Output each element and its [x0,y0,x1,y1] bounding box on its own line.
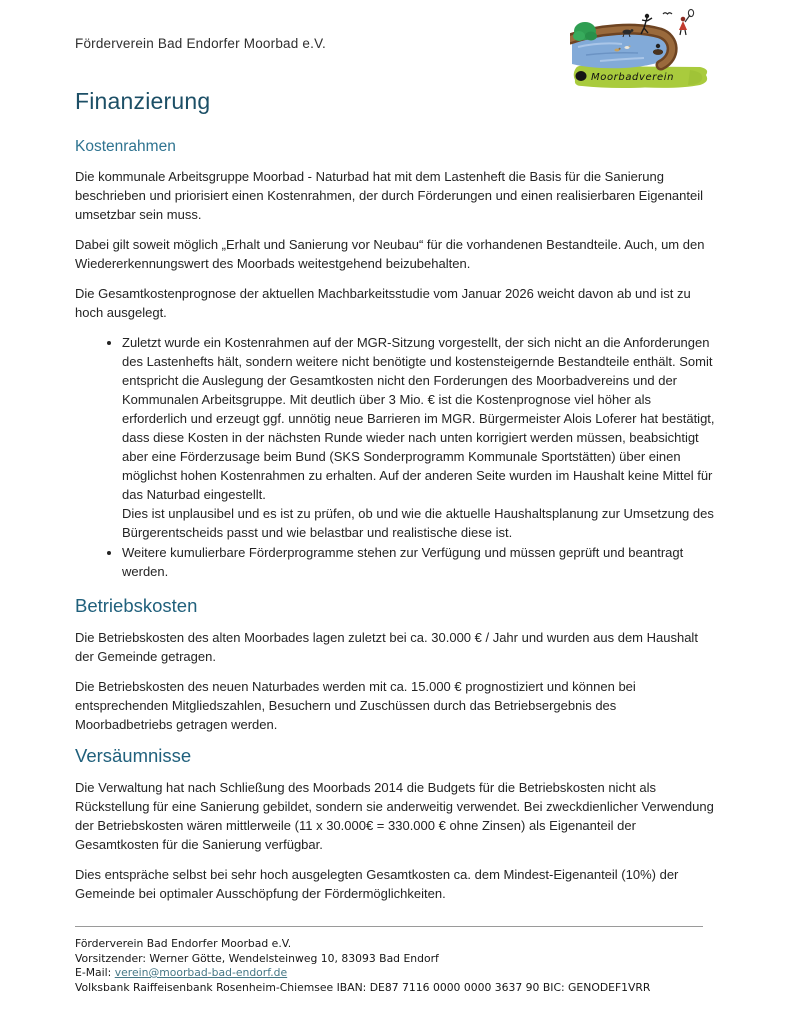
bird-shape [663,13,672,14]
list-item-text: • Weitere kumulierbare Förderprogramme stehen zur Verfügung und müssen geprüft und beantragt werden. [122,545,684,579]
org-name: Förderverein Bad Endorfer Moorbad e.V. [75,36,326,51]
paragraph: Die kommunale Arbeitsgruppe Moorbad - Naturbad hat mit dem Lastenheft die Basis für die Sanierung beschrieben und priorisiert einen Kostenrahmen, der durch Förderungen und einen realisierbaren Eigenanteil umsetzbar sein muss. [75,169,704,222]
footer-bank-details: Volksbank Raiffeisenbank Rosenheim-Chiemsee IBAN: DE87 7116 0000 0000 3637 90 BIC: GENODEF1VRR [75,980,651,994]
page-title: Finanzierung [75,88,211,114]
document-content [75,88,716,914]
heading-versaeumnisse: Versäumnisse [75,745,192,766]
paragraph: Die Betriebskosten des alten Moorbades lagen zuletzt bei ca. 30.000 € / Jahr und wurden aus dem Haushalt der Gemeinde getragen. [75,630,698,664]
footer-email-row [75,966,715,981]
footer-chairman: Vorsitzender: Werner Götte, Wendelsteinweg 10, 83093 Bad Endorf [75,951,439,965]
footer-separator [75,926,703,927]
paragraph: Dies entspräche selbst bei sehr hoch ausgelegten Gesamtkosten ca. dem Mindest-Eigenanteil (10%) der Gemeinde bei optimaler Ausschöpfung der Fördermöglichkeiten. [75,867,679,901]
list-item-continuation: Dies ist unplausibel und es ist zu prüfen, ob und wie die aktuelle Haushaltsplanung zur Umsetzung des Bürgerentscheids passt und wie belastbar und realistische diese ist. [122,506,714,540]
bush-shape [573,22,597,41]
email-link[interactable]: verein@moorbad-bad-endorf.de [114,966,288,979]
logo-dot [576,71,587,81]
paragraph: Dabei gilt soweit möglich „Erhalt und Sanierung vor Neubau“ für die vorhandenen Bestandteile. Auch, um den Wiedererkennungswert des Moorbads weitestgehend beizubehalten. [75,237,705,271]
list-item [122,543,716,581]
tennis-player-figure [679,9,694,35]
document-footer [75,926,715,995]
heading-kostenrahmen: Kostenrahmen [75,138,176,155]
paragraph: Die Betriebskosten des neuen Naturbades werden mit ca. 15.000 € prognostiziert und können bei entsprechenden Mitgliedszahlen, Besuchern und Zuschüssen durch das Betriebsergebnis des Moorbadbetriebs getragen werden. [75,679,636,732]
list-item [122,333,716,542]
bullet-list [75,333,716,581]
paragraph: Die Verwaltung hat nach Schließung des Moorbads 2014 die Budgets für die Betriebskosten nicht als Rückstellung für eine Sanierung gebildet, sondern sie anderweitig verwendet. Bei zweckdienlicher Verwendung der Betriebskosten wären mittlerweile (11 x 30.000€ = 330.000 € ohne Zinsen) als Eigenanteil der Gesamtkosten für die Sanierung verfügbar. [75,780,714,852]
logo-text: Moorbadverein [591,72,675,83]
heading-betriebskosten: Betriebskosten [75,595,198,616]
footer-org-name: Förderverein Bad Endorfer Moorbad e.V. [75,937,292,950]
moorbadverein-logo [570,8,715,89]
paragraph: Die Gesamtkostenprognose der aktuellen Machbarkeitsstudie vom Januar 2026 weicht davon ab und ist zu hoch ausgelegt. [75,286,691,320]
list-item-text: • Zuletzt wurde ein Kostenrahmen auf der MGR-Sitzung vorgestellt, der sich nicht an die Anforderungen des Lastenhefts hält, sondern weitere nicht benötigte und kostensteigernde Bestandteile enthält. Somit entspricht die Auslegung der Gesamtkosten nicht den Forderungen des Moorbadvereins und der Kommunalen Arbeitsgruppe. Mit deutlich über 3 Mio. € ist die Kostenprognose viel höher als erforderlich und erzeugt ggf. unnötig neue Barrieren im MGR. Bürgermeister Alois Loferer hat bestätigt, dass diese Kosten in der nächsten Runde wieder nach unten korrigiert werden müssen, beabsichtigt aber eine Förderzusage beim Bund (SKS Sonderprogramm Kommunale Sportstätten) über einen möglichst hohen Kostenrahmen zu erhalten. Auf der anderen Seite wurden im Haushalt keine Mittel für das Naturbad eingestellt. [122,335,715,502]
footer-email-label: E-Mail: [75,966,115,979]
